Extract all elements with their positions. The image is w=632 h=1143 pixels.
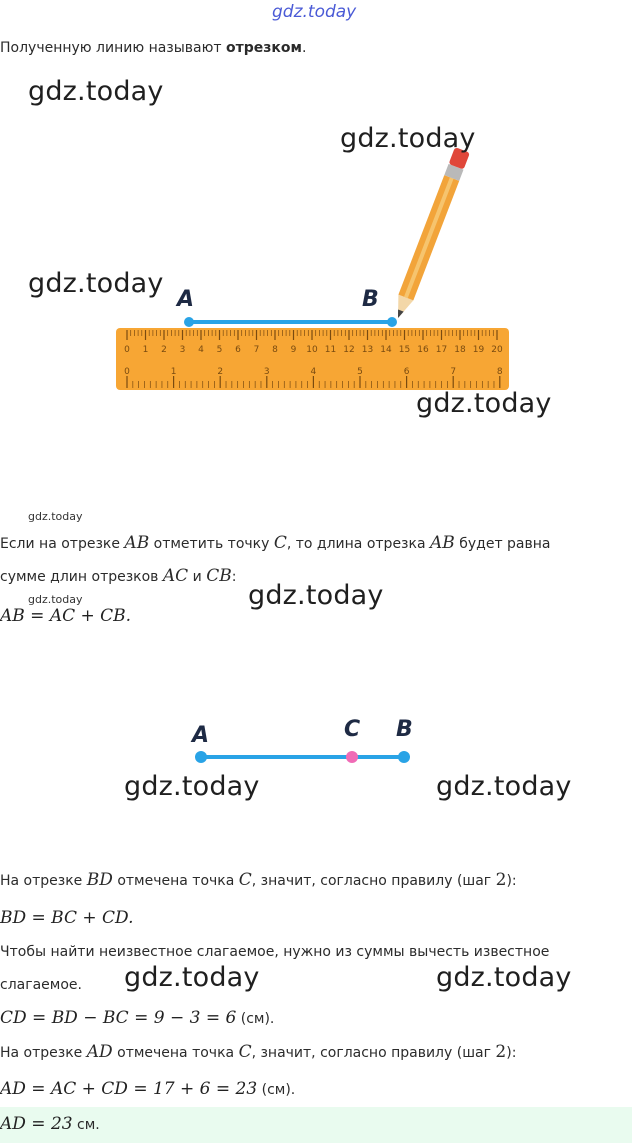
solution-line-4 [0, 1042, 516, 1062]
intro-end: . [301, 40, 307, 56]
ruler-tick-label: 16 [417, 345, 429, 355]
solution-text: отмечена точка [112, 873, 239, 889]
unit: (см). [236, 1011, 275, 1027]
ruler-tick-label: 9 [290, 345, 297, 355]
ruler-tick-label: 18 [454, 345, 466, 355]
math-ab: AB [430, 533, 455, 553]
ruler-tick-label: 12 [343, 345, 355, 355]
intro-bold-term: отрезком [226, 40, 302, 56]
math-c: C [238, 870, 252, 890]
ruler-tick-label: 6 [235, 345, 241, 355]
math-ac: AC [162, 566, 189, 586]
label-b: B [362, 287, 379, 312]
rule-text: отметить точку [149, 536, 274, 552]
ruler-tick-label: 19 [472, 345, 485, 355]
ruler-tick-label: 14 [380, 345, 392, 355]
formula-cd [0, 1008, 274, 1028]
watermark: gdz.today [248, 580, 384, 611]
formula-bd: BD = BC + CD. [0, 908, 134, 928]
ruler-tick-label: 2 [217, 367, 224, 377]
solution-text: На отрезке [0, 873, 87, 889]
math-c: C [273, 533, 287, 553]
rule-line-2 [0, 566, 236, 586]
rule-text: Если на отрезке [0, 536, 125, 552]
solution-text: ): [506, 873, 517, 889]
ruler-tick-label: 4 [310, 367, 317, 377]
label-a: A [192, 723, 210, 748]
ruler-tick-label: 6 [403, 367, 410, 377]
solution-text: , значит, согласно правилу (шаг [251, 1045, 496, 1061]
solution-line-1 [0, 870, 517, 890]
ruler-tick-label: 0 [124, 345, 130, 355]
formula-cd-math: CD = BD − BC = 9 − 3 = 6 [0, 1008, 237, 1028]
watermark: gdz.today [124, 771, 260, 802]
math-c: C [238, 1042, 252, 1062]
math-step: 2 [495, 1042, 507, 1062]
rule-text: будет равна [454, 536, 551, 552]
rule-line-1 [0, 533, 551, 553]
watermark: gdz.today [28, 268, 164, 299]
ruler-tick-label: 10 [306, 345, 318, 355]
math-step: 2 [495, 870, 507, 890]
watermark-small: gdz.today [28, 593, 83, 606]
rule-text: , то длина отрезка [286, 536, 430, 552]
point-c-dot [346, 751, 358, 763]
solution-text: ): [506, 1045, 517, 1061]
watermark: gdz.today [340, 123, 476, 154]
point-b-dot [398, 751, 410, 763]
math-bd: BD [86, 870, 113, 890]
ruler-tick-label: 20 [491, 345, 503, 355]
watermark: gdz.today [28, 76, 164, 107]
math-cb: CB [206, 566, 232, 586]
solution-text: На отрезке [0, 1045, 87, 1061]
ruler-tick-label: 11 [324, 345, 337, 355]
ruler-tick-label: 1 [170, 367, 177, 377]
point-a-dot [195, 751, 207, 763]
ruler-tick-label: 8 [496, 367, 503, 377]
math-ad: AD [86, 1042, 113, 1062]
ruler-tick-label: 5 [216, 345, 223, 355]
ruler-tick-label: 5 [357, 367, 363, 377]
ruler-tick-label: 15 [398, 345, 411, 355]
pencil-icon [391, 147, 470, 321]
segment-figure [0, 700, 632, 780]
ruler-tick-label: 3 [179, 345, 186, 355]
label-c: C [344, 717, 361, 742]
watermark: gdz.today [436, 962, 572, 993]
watermark: gdz.today [436, 771, 572, 802]
math-ab: AB [124, 533, 150, 553]
ruler-tick-label: 7 [450, 367, 457, 377]
intro-plain: Полученную линию называют [0, 40, 227, 56]
solution-line-2: Чтобы найти неизвестное слагаемое, нужно из суммы вычесть известное [0, 944, 550, 960]
solution-text: , значит, согласно правилу (шаг [251, 873, 496, 889]
intro-text [0, 40, 306, 56]
ruler-tick-label: 3 [263, 367, 270, 377]
point-a-dot [184, 317, 194, 327]
ruler-tick-label: 1 [142, 345, 149, 355]
solution-text: отмечена точка [112, 1045, 239, 1061]
answer-unit: см. [72, 1117, 100, 1133]
ruler-tick-label: 4 [198, 345, 204, 355]
answer [0, 1114, 100, 1134]
ruler-tick-label: 17 [435, 345, 448, 355]
ruler-figure [0, 100, 632, 420]
rule-text: и [188, 569, 207, 585]
ruler-tick-label: 7 [253, 345, 260, 355]
watermark: gdz.today [124, 962, 260, 993]
point-b-dot [387, 317, 397, 327]
solution-line-3: слагаемое. [0, 977, 82, 993]
ruler-tick-label: 8 [272, 345, 278, 355]
rule-formula: AB = AC + CB. [0, 606, 132, 626]
watermark-top: gdz.today [272, 2, 357, 22]
formula-ad [0, 1079, 295, 1099]
ruler-tick-label: 2 [161, 345, 167, 355]
rule-text: : [231, 569, 237, 585]
label-b: B [396, 717, 413, 742]
formula-ad-math: AD = AC + CD = 17 + 6 = 23 [0, 1079, 258, 1099]
unit: (см). [257, 1082, 296, 1098]
label-a: A [177, 287, 195, 312]
watermark-small: gdz.today [28, 510, 83, 523]
answer-math: AD = 23 [0, 1114, 73, 1134]
ruler-tick-label: 13 [361, 345, 374, 355]
rule-text: сумме длин отрезков [0, 569, 163, 585]
watermark: gdz.today [416, 388, 552, 419]
ruler-tick-label: 0 [124, 367, 130, 377]
